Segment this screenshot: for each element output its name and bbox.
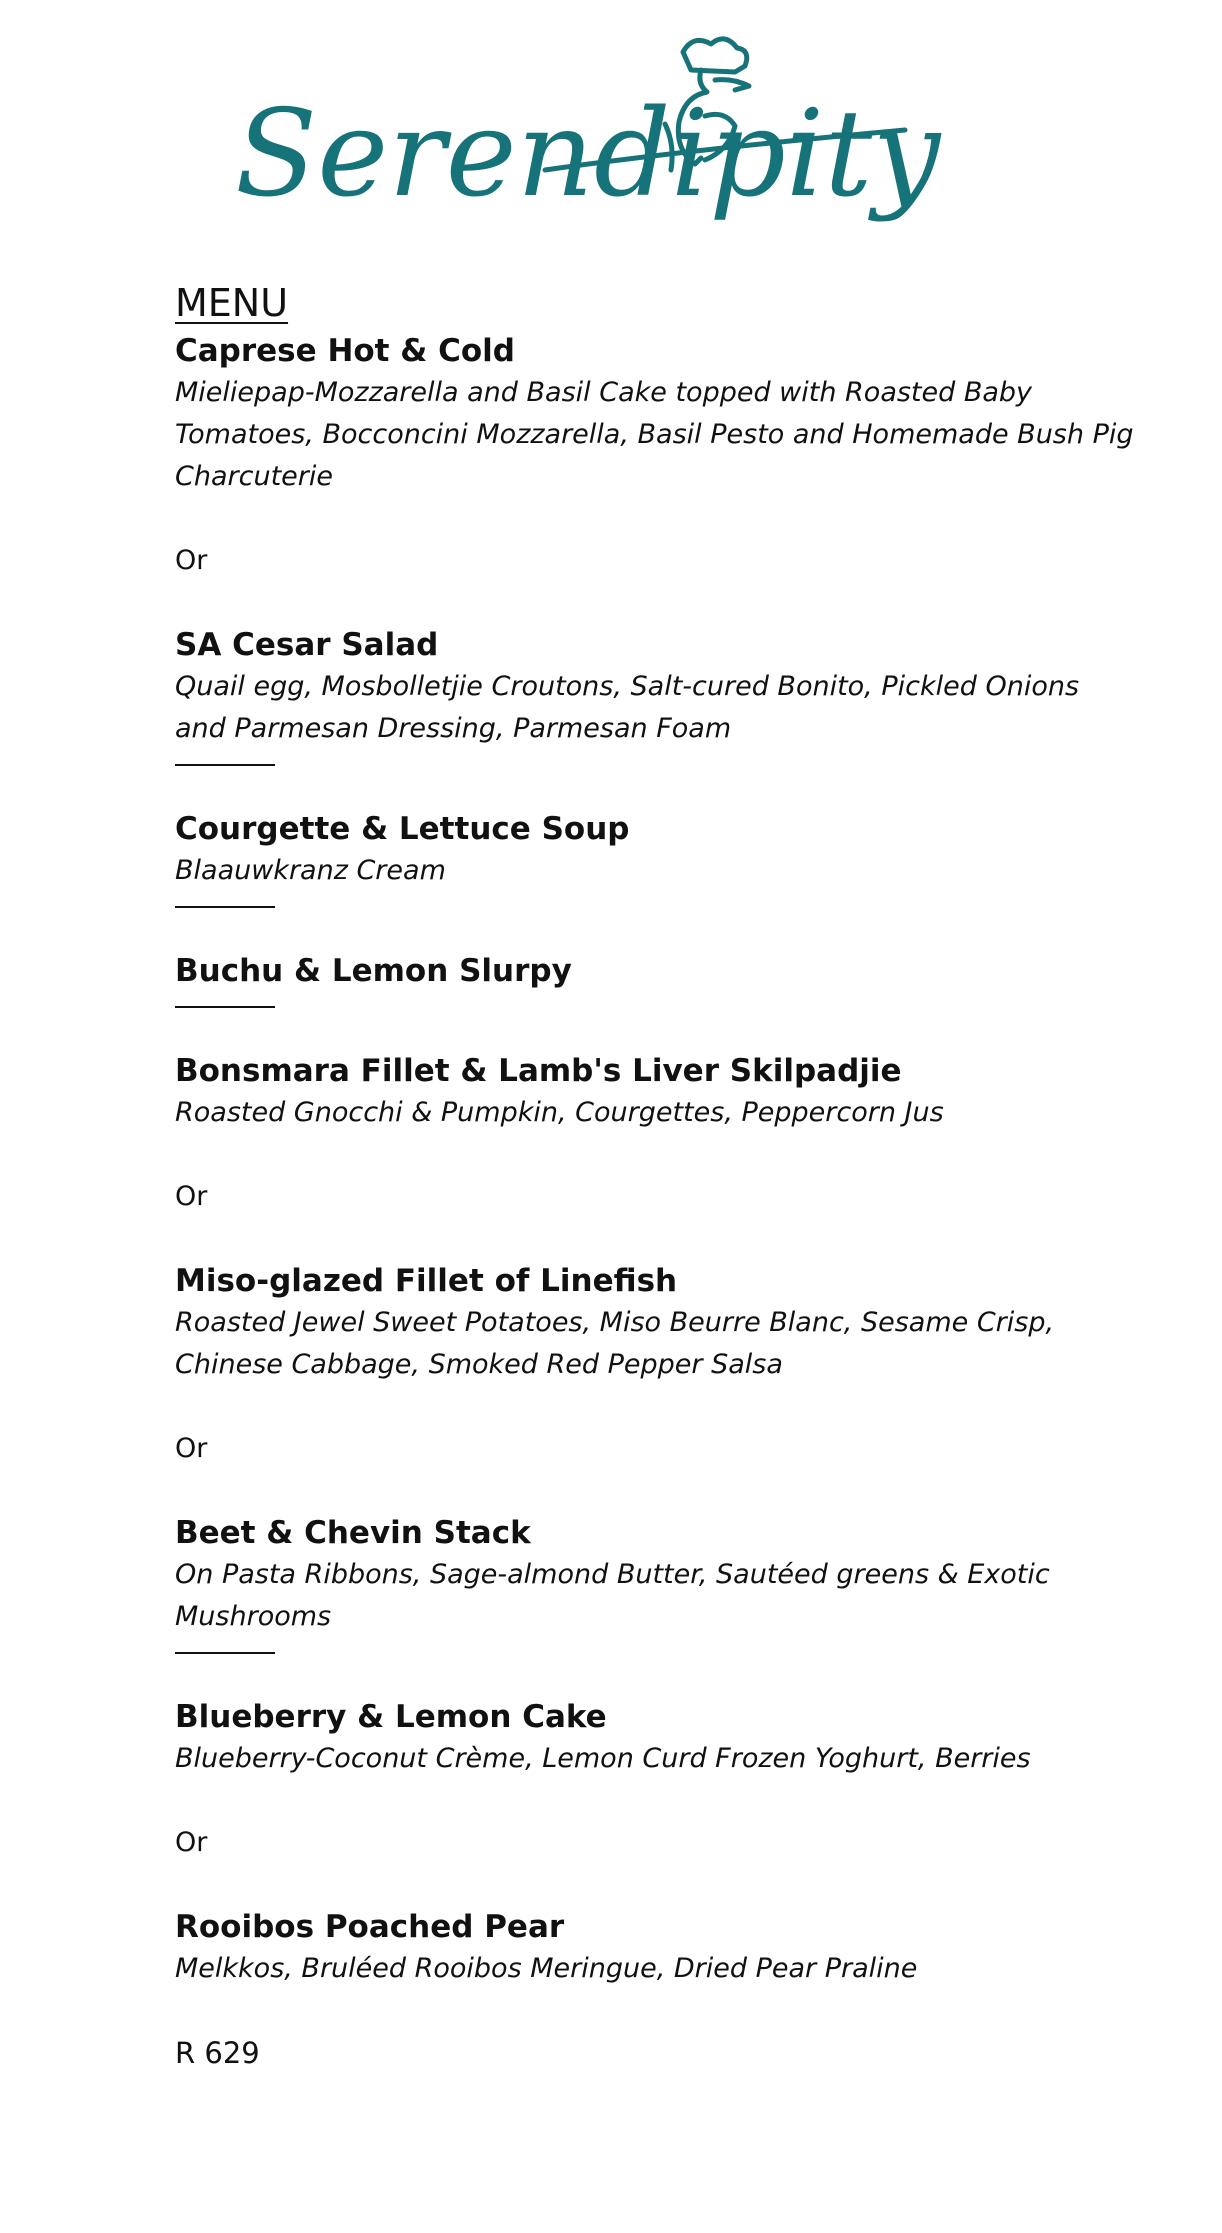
dish-title: Courgette & Lettuce Soup xyxy=(175,811,630,847)
course-divider xyxy=(175,906,275,908)
starter-item xyxy=(175,624,1135,750)
dish-description: Roasted Jewel Sweet Potatoes, Miso Beurre Blanc, Sesame Crisp, Chinese Cabbage, Smoked Red Pepper Salsa xyxy=(175,1307,1055,1380)
soup-item xyxy=(175,808,1135,892)
dish-description: Mieliepap-Mozzarella and Basil Cake topped with Roasted Baby Tomatoes, Bocconcini Mozzarella, Basil Pesto and Homemade Bush Pig Charcuterie xyxy=(175,377,1134,492)
dish-title: Caprese Hot & Cold xyxy=(175,333,515,369)
starter-item xyxy=(175,330,1135,498)
menu-content xyxy=(175,280,1135,2074)
dish-description: Blaauwkranz Cream xyxy=(175,855,446,886)
dish-title: Miso-glazed Fillet of Linefish xyxy=(175,1263,678,1299)
palate-cleanser-item xyxy=(175,950,1135,992)
main-item xyxy=(175,1260,1135,1386)
or-separator: Or xyxy=(175,1433,208,1464)
dish-description: Blueberry-Coconut Crème, Lemon Curd Frozen Yoghurt, Berries xyxy=(175,1743,1031,1774)
menu-heading: MENU xyxy=(175,281,289,325)
dish-description: Quail egg, Mosbolletjie Croutons, Salt-cured Bonito, Pickled Onions and Parmesan Dressing, Parmesan Foam xyxy=(175,671,1080,744)
main-item xyxy=(175,1512,1135,1638)
course-divider xyxy=(175,764,275,766)
dessert-item xyxy=(175,1906,1135,1990)
or-separator: Or xyxy=(175,545,208,576)
main-item xyxy=(175,1050,1135,1134)
dish-description: Roasted Gnocchi & Pumpkin, Courgettes, Peppercorn Jus xyxy=(175,1097,944,1128)
dish-title: SA Cesar Salad xyxy=(175,627,439,663)
dish-description: Melkkos, Bruléed Rooibos Meringue, Dried Pear Praline xyxy=(175,1953,918,1984)
serendipity-logo xyxy=(235,20,941,270)
logo-graphic xyxy=(235,20,941,270)
menu-price: R 629 xyxy=(175,2036,260,2070)
or-separator: Or xyxy=(175,1181,208,1212)
dish-description: On Pasta Ribbons, Sage-almond Butter, Sautéed greens & Exotic Mushrooms xyxy=(175,1559,1050,1632)
dessert-item xyxy=(175,1696,1135,1780)
dish-title: Beet & Chevin Stack xyxy=(175,1515,531,1551)
course-divider xyxy=(175,1006,275,1008)
logo-wordmark: Serendipity xyxy=(235,85,941,224)
or-separator: Or xyxy=(175,1827,208,1858)
dish-title: Rooibos Poached Pear xyxy=(175,1909,565,1945)
course-divider xyxy=(175,1652,275,1654)
dish-title: Blueberry & Lemon Cake xyxy=(175,1699,607,1735)
dish-title: Bonsmara Fillet & Lamb's Liver Skilpadjie xyxy=(175,1053,902,1089)
dish-title: Buchu & Lemon Slurpy xyxy=(175,953,572,989)
